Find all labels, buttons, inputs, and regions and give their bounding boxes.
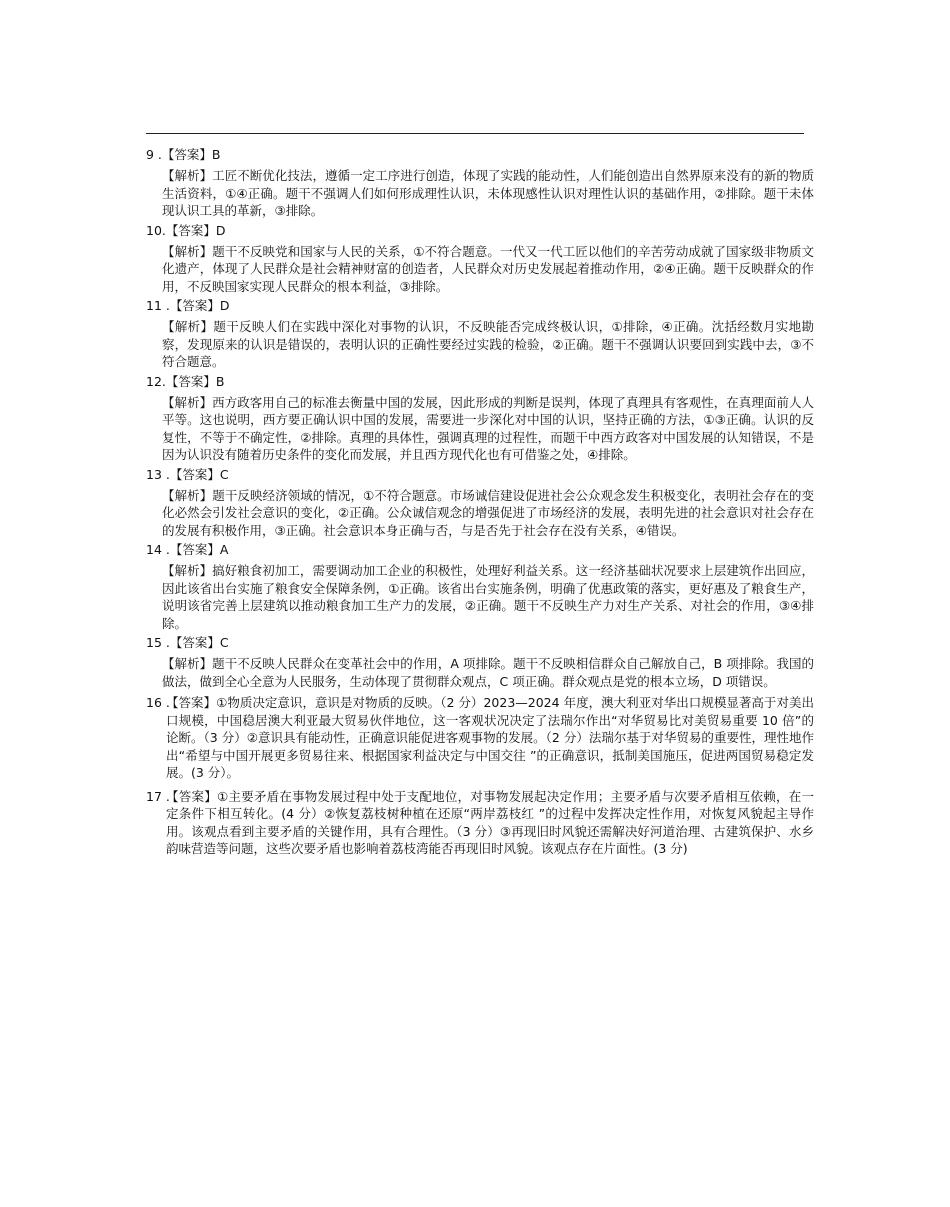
answer-item-14 (146, 541, 814, 632)
answer-key (146, 146, 814, 864)
answer-item-17 (146, 788, 814, 858)
item-number: 9 . (146, 147, 162, 162)
answer-label: 【答案】A (169, 542, 229, 557)
answer-item-12 (146, 373, 814, 464)
item-number: 13 . (146, 466, 170, 482)
explanation: 【解析】题干反映经济领域的情况，①不符合题意。市场诚信建设促进社会公众观念发生积极变化，表明社会存在的变化必然会引发社会意识的变化，②正确。公众诚信观念的增强促进了市场经济的发展，表明先进的社会意识对社会存在的发展有积极作用，③正确。社会意识本身正确与否，与是否先于社会存在没有关系，④错误。 (162, 487, 814, 538)
answer-item-10 (146, 222, 814, 296)
answer-item-16 (146, 694, 814, 782)
answer-label: 【答案】D (165, 222, 226, 238)
item-number: 16 . (146, 695, 170, 710)
item-number: 17 . (146, 788, 170, 804)
explanation: 【解析】题干不反映党和国家与人民的关系，①不符合题意。一代又一代工匠以他们的辛苦劳动成就了国家级非物质文化遗产，体现了人民群众是社会精神财富的创造者，人民群众对历史发展起着推动作用，②④正确。题干反映群众的作用，不反映国家实现人民群众的根本利益，③排除。 (162, 243, 814, 294)
explanation: 【解析】题干不反映人民群众在变革社会中的作用，A 项排除。题干不反映相信群众自己解放自己，B 项排除。我国的做法，做到全心全意为人民服务，生动体现了贯彻群众观点，C 项正确。群众观点是党的根本立场，D 项错误。 (162, 656, 814, 689)
explanation: 【解析】西方政客用自己的标准去衡量中国的发展，因此形成的判断是误判，体现了真理具有客观性，在真理面前人人平等。这也说明，西方要正确认识中国的发展，需要进一步深化对中国的认识，坚持正确的方法，①③正确。认识的反复性，不等于不确定性，②排除。真理的具体性，强调真理的过程性，而题干中西方政客对中国发展的认知错误，不是因为认识没有随着历史条件的变化而发展，并且西方现代化也有可借鉴之处，④排除。 (162, 394, 814, 462)
answer-item-13 (146, 466, 814, 540)
answer-text: 【答案】①物质决定意识，意识是对物质的反映。（2 分）2023—2024 年度，澳大利亚对华出口规模显著高于对美出口规模，中国稳居澳大利亚最大贸易伙伴地位，这一客观状况决定了法瑞尔作出“对华贸易比对美贸易重要 10 倍”的论断。（3 分）②意识具有能动性，正确意识能促进客观事物的发展。（2 分）法瑞尔基于对华贸易的重要性，理性地作出“希望与中国开展更多贸易往来、根据国家利益决定与中国交往 ”的正确意识，抵制美国施压，促进两国贸易稳定发展。(3 分）。 (166, 695, 814, 780)
item-number: 11 . (146, 298, 170, 313)
item-number: 12. (146, 373, 166, 389)
answer-label: 【答案】D (169, 298, 230, 313)
item-number: 10. (146, 222, 166, 238)
answer-label: 【答案】C (169, 635, 229, 650)
answer-label: 【答案】B (161, 147, 221, 162)
answer-label: 【答案】C (169, 466, 229, 482)
item-number: 15 . (146, 635, 170, 650)
answer-text: 【答案】①主要矛盾在事物发展过程中处于支配地位，对事物发展起决定作用；主要矛盾与次要矛盾相互依赖，在一定条件下相互转化。(4 分）②恢复荔枝树种植在还原“两岸荔枝红 ”的过程中发挥决定性作用，对恢复风貌起主导作用。该观点看到主要矛盾的关键作用，具有合理性。（3 分）③再现旧时风貌还需解决好河道治理、古建筑保护、水乡韵味营造等问题，这些次要矛盾也影响着荔枝湾能否再现旧时风貌。该观点存在片面性。(3 分) (166, 788, 814, 856)
answer-item-15 (146, 634, 814, 690)
explanation: 【解析】题干反映人们在实践中深化对事物的认识，不反映能否完成终极认识，①排除，④正确。沈括经数月实地勘察，发现原来的认识是错误的，表明认识的正确性要经过实践的检验，②正确。题干不强调认识要回到实践中去，③不符合题意。 (162, 319, 814, 369)
explanation: 【解析】搞好粮食初加工，需要调动加工企业的积极性，处理好利益关系。这一经济基础状况要求上层建筑作出回应，因此该省出台实施了粮食安全保障条例，①正确。该省出台实施条例，明确了优惠政策的落实，更好惠及了粮食生产，说明该省完善上层建筑以推动粮食加工生产力的发展，②正确。题干不反映生产力对生产关系、对社会的作用，③④排除。 (162, 563, 814, 631)
answer-item-9 (146, 146, 814, 220)
answer-label: 【答案】B (165, 373, 225, 389)
explanation: 【解析】工匠不断优化技法，遵循一定工序进行创造，体现了实践的能动性，人们能创造出自然界原来没有的新的物质生活资料，①④正确。题干不强调人们如何形成理性认识，未体现感性认识对理性认识的基础作用，②排除。题干未体现认识工具的革新，③排除。 (162, 168, 814, 218)
header-rule (146, 133, 804, 134)
item-number: 14 . (146, 542, 170, 557)
answer-item-11 (146, 297, 814, 371)
